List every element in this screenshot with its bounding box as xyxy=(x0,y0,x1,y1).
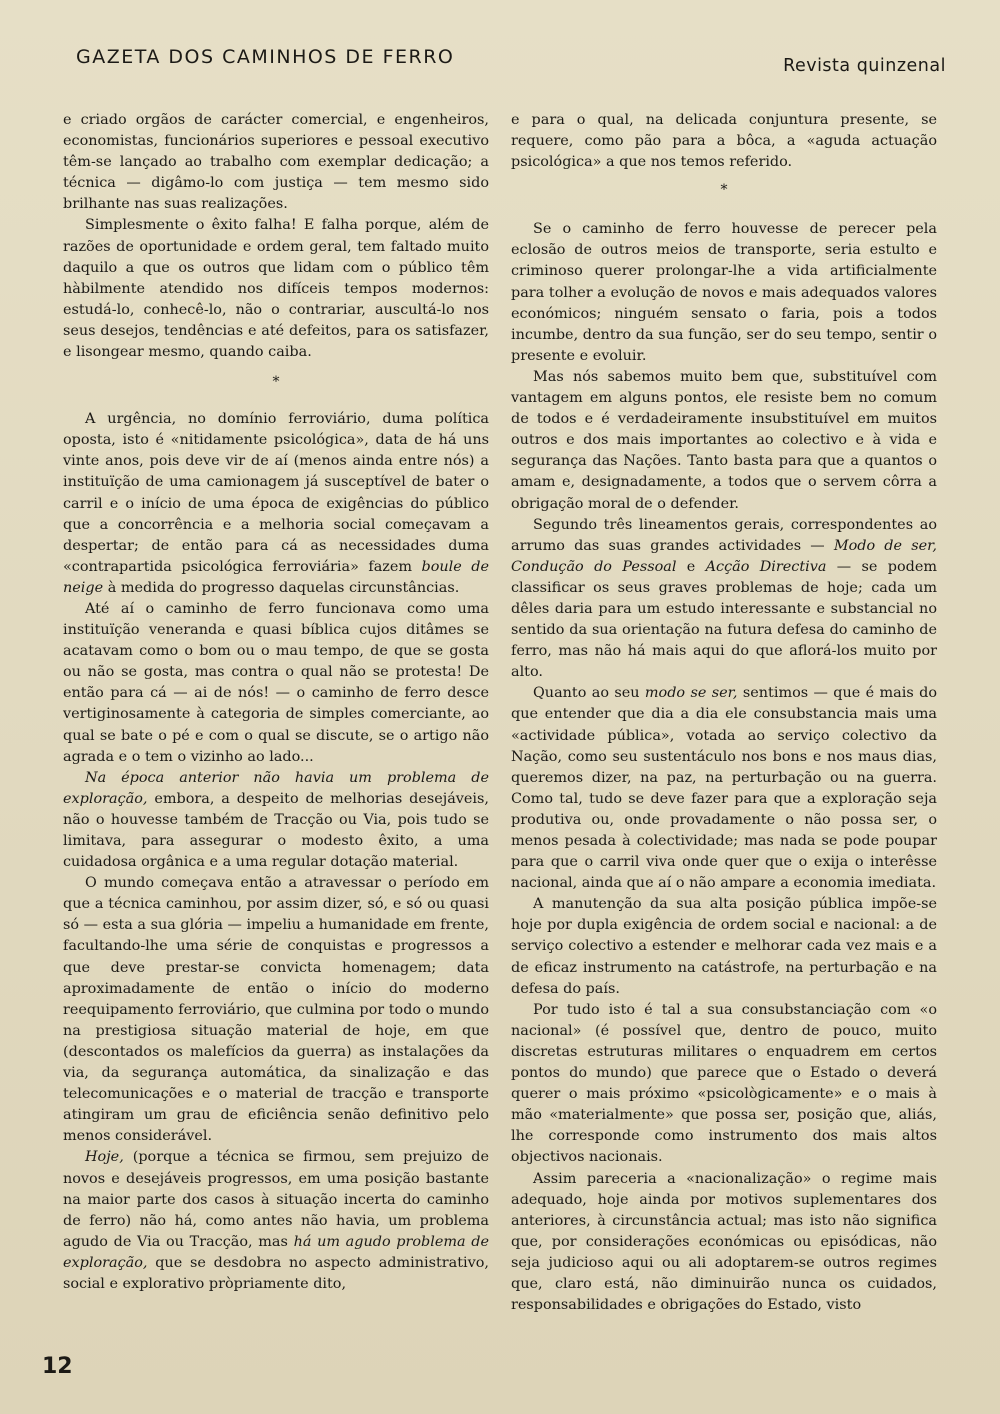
paragraph: A urgência, no domínio ferroviário, duma política oposta, isto é «nitidamente psicológica», data de há uns vinte anos, pois deve vir de aí (menos ainda entre nós) a instituïção de uma camionagem já susceptível de bater o carril e o início de uma época de exigências do público que a concorrência e a melhoria social começavam a despertar; de então para cá as necessidades duma «contrapartida psicológica ferroviária» fazem boule de neige à medida do progresso daquelas circunstâncias. xyxy=(63,411,489,596)
paragraph: O mundo começava então a atravessar o período em que a técnica caminhou, por assim dizer, só, e só ou quasi só — esta a sua glória — impeliu a humanidade em frente, facultando-lhe uma série de conquistas e progressos a que deve prestar-se convicta homenagem; data aproximadamente de então o início do moderno reequipamento ferroviário, que culmina por todo o mundo na prestigiosa situação material de hoje, em que (descontados os malefícios da guerra) as instalações da via, da segurança automática, da sinalização e das telecomunicações e o material de tracção e transporte atingiram um grau de eficiência senão definitivo pelo menos considerável. xyxy=(63,875,489,1145)
paragraph: Se o caminho de ferro houvesse de perecer pela eclosão de outros meios de transporte, seria estulto e criminoso querer prolongar-lhe a vida artificialmente para tolher a evolução de novos e mais adequados valores económicos; ninguém sensato o faria, pois a todos incumbe, dentro da sua função, ser do seu tempo, sentir o presente e evoluir. xyxy=(511,221,937,364)
paragraph: Por tudo isto é tal a sua consubstanciação com «o nacional» (é possível que, dentro de pouco, muito discretas estruturas militares o enquadrem em certos pontos do mundo) que parece que o Estado o deverá querer o mais próximo «psicològicamente» e o mais à mão «materialmente» que possa ser, posição que, aliás, lhe corresponde como instrumento dos mais altos objectivos nacionais. xyxy=(511,1001,937,1166)
paragraph: e para o qual, na delicada conjuntura presente, se requere, como pão para a bôca, a «aguda actuação psicológica» a que nos temos referido. xyxy=(511,112,937,171)
paragraph: Simplesmente o êxito falha! E falha porque, além de razões de oportunidade e ordem geral, tem faltado muito daquilo a que os outros que lidam com o público têm hàbilmente atendido nos difíceis tempos modernos: estudá-lo, conhecê-lo, não o contrariar, auscultá-lo nos seus desejos, tendências e até defeitos, para os satisfazer, e lisongear mesmo, quando caiba. xyxy=(63,217,489,361)
paragraph: Hoje, (porque a técnica se firmou, sem prejuizo de novos e desejáveis progressos, em uma posição bastante na maior parte dos casos à situação incerta do caminho de ferro) não há, como antes não havia, um problema agudo de Via ou Tracção, mas há um agudo problema de exploração, que se desdobra no aspecto administrativo, social e explorativo pròpriamente dito, xyxy=(63,1149,489,1292)
paragraph: Quanto ao seu modo se ser, sentimos — que é mais do que entender que dia a dia ele consubstancia mais uma «actividade pública», votada ao serviço colectivo da Nação, como seu sustentáculo nos bons e nos maus dias, queremos dizer, na paz, na perturbação ou na guerra. Como tal, tudo se deve fazer para que a exploração seja produtiva ou, onde provadamente o não possa ser, o menos pesada à colectividade; mas nada se pode poupar para que o carril viva onde quer que o exija o interêsse nacional, ainda que aí o não ampare a economia imediata. xyxy=(511,685,937,892)
magazine-subtitle: Revista quinzenal xyxy=(783,56,946,76)
paragraph: Mas nós sabemos muito bem que, substituível com vantagem em alguns pontos, ele resiste bem no comum de todos e é verdadeiramente insubstituível em muitos outros e dos mais importantes ao colectivo e à vida e segurança das Nações. Tanto basta para que a quantos o amam e, designadamente, a todos que o servem côrra a obrigação moral de o defender. xyxy=(511,368,937,512)
page-number: 12 xyxy=(42,1354,73,1379)
paragraph: e criado orgãos de carácter comercial, e engenheiros, economistas, funcionários superiores e pessoal executivo têm-se lançado ao trabalho com exemplar dedicação; a técnica — digâmo-lo com justiça — tem mesmo sido brilhante nas suas realizações. xyxy=(63,112,489,213)
paragraph: Na época anterior não havia um problema de exploração, embora, a despeito de melhorias desejáveis, não o houvesse também de Tracção ou Via, pois tudo se limitava, para assegurar o modesto êxito, a uma cuidadosa orgânica e a uma regular dotação material. xyxy=(63,769,489,871)
section-separator: * xyxy=(272,374,280,391)
left-column xyxy=(63,110,489,1295)
paragraph: Até aí o caminho de ferro funcionava como uma instituïção veneranda e quasi bíblica cujos ditâmes se acatavam como o bom ou o mau tempo, de que se gosta ou não se gosta, mas contra o qual não se protesta! De então para cá — ai de nós! — o caminho de ferro desce vertiginosamente à categoria de simples comerciante, ao qual se bate o pé e com o qual se discute, se o artigo não agrada e o tem o vizinho ao lado... xyxy=(63,600,489,765)
right-column xyxy=(511,110,937,1316)
paragraph: A manutenção da sua alta posição pública impõe-se hoje por dupla exigência de ordem social e nacional: a de serviço colectivo a estender e melhorar cada vez mais e a de eficaz instrumento na catástrofe, na perturbação e na defesa do país. xyxy=(511,896,937,997)
section-separator: * xyxy=(720,182,728,199)
magazine-title: GAZETA DOS CAMINHOS DE FERRO xyxy=(76,46,455,68)
paragraph: Segundo três lineamentos gerais, correspondentes ao arrumo das suas grandes actividades — Modo de ser, Condução do Pessoal e Acção Directiva — se podem classificar os seus graves problemas de hoje; cada um dêles daria para um estudo interessante e substancial no sentido da sua orientação na futura defesa do caminho de ferro, mas não há mais aqui do que aflorá-los muito por alto. xyxy=(511,516,938,681)
paragraph: Assim pareceria a «nacionalização» o regime mais adequado, hoje ainda por motivos suplementares dos anteriores, à circunstância actual; mas isto não significa que, por considerações económicas ou episódicas, não seja judicioso aqui ou ali adoptarem-se outros regimes que, claro está, não diminuirão nunca os cuidados, responsabilidades e obrigações do Estado, visto xyxy=(511,1170,937,1314)
